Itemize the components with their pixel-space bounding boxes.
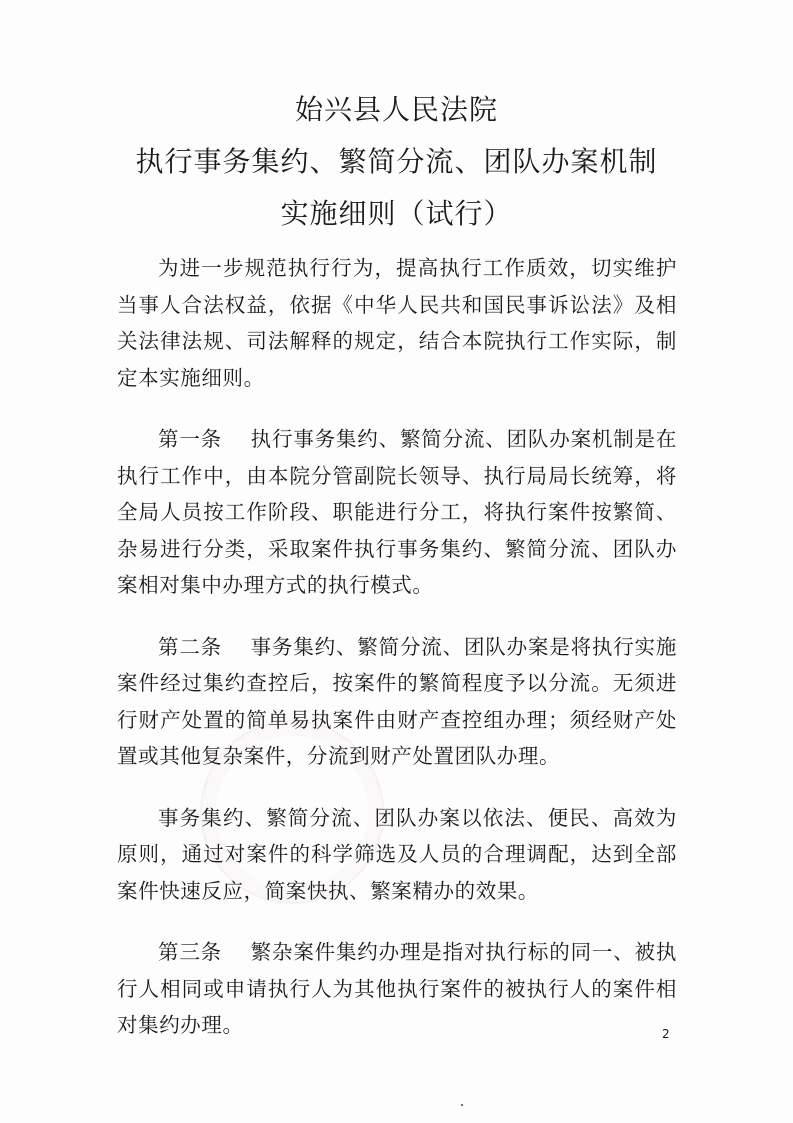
- title-mechanism: 执行事务集约、繁简分流、团队办案机制: [135, 145, 658, 178]
- article-3-text: 繁杂案件集约办理是指对执行标的同一、被执行人相同或申请执行人为其他执行案件的被执行人的案件相对集约办理。: [117, 940, 677, 1037]
- document-title: [0, 84, 793, 240]
- article-3-label: 第三条: [158, 940, 222, 964]
- principle-paragraph: 事务集约、繁简分流、团队办案以依法、便民、高效为原则，通过对案件的科学筛选及人员的合理调配，达到全部案件快速反应，简案快执、繁案精办的效果。: [117, 805, 677, 903]
- intro-paragraph: 为进一步规范执行行为，提高执行工作质效，切实维护当事人合法权益，依据《中华人民共和国民事诉讼法》及相关法律法规、司法解释的规定，结合本院执行工作实际，制定本实施细则。: [117, 256, 677, 390]
- article-3-paragraph: [117, 934, 677, 1044]
- page-number: 2: [662, 1027, 670, 1041]
- article-1-text: 执行事务集约、繁简分流、团队办案机制是在执行工作中，由本院分管副院长领导、执行局局长统筹，将全局人员按工作阶段、职能进行分工，将执行案件按繁简、杂易进行分类，采取案件执行事务集约、繁简分流、团队办案相对集中办理方式的执行模式。: [117, 427, 677, 597]
- article-1-label: 第一条: [158, 427, 222, 451]
- article-2-text: 事务集约、繁简分流、团队办案是将执行实施案件经过集约查控后，按案件的繁简程度予以分流。无须进行财产处置的简单易执案件由财产查控组办理；须经财产处置或其他复杂案件，分流到财产处置团队办理。: [117, 634, 677, 768]
- scan-dot: [461, 1104, 463, 1106]
- document-body: [117, 250, 677, 1069]
- article-2-label: 第二条: [158, 634, 222, 659]
- article-2-paragraph: [117, 629, 677, 775]
- title-court-name: 始兴县人民法院: [294, 93, 498, 126]
- title-rules: 实施细则（试行）: [280, 197, 513, 230]
- article-1-paragraph: [117, 421, 677, 604]
